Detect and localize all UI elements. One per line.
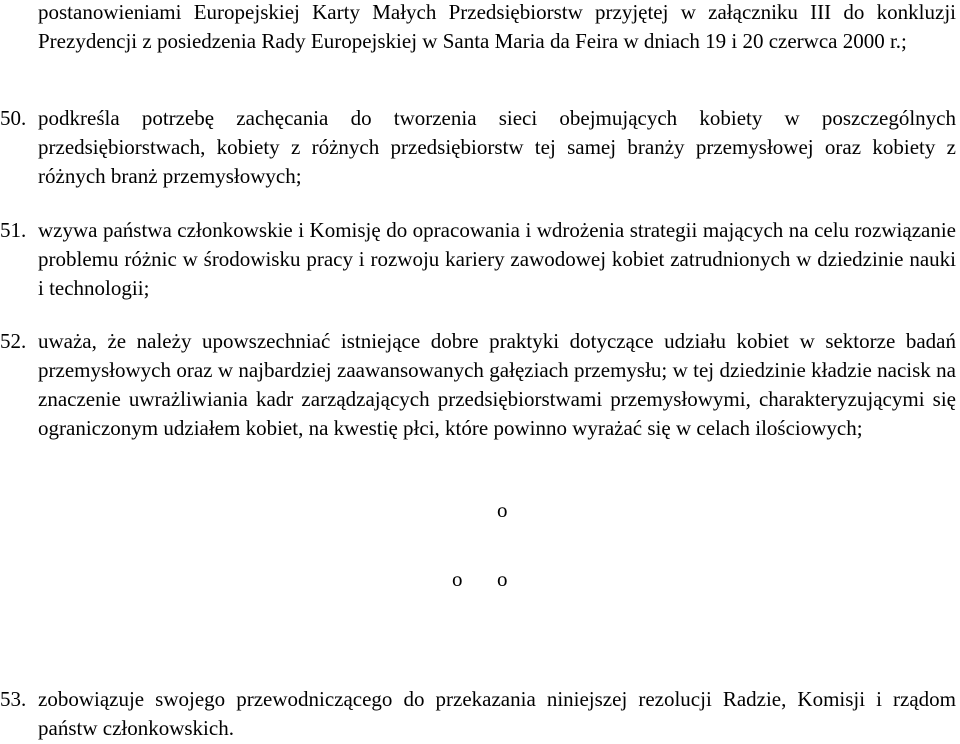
paragraph-text: uważa, że należy upowszechniać istniejące dobre praktyki dotyczące udziału kobiet w sektorze badań przemysłowych oraz w najbardziej zaawansowanych gałęziach przemysłu; w tej dziedzinie kładzie nacisk na znaczenie uwrażliwiania kadr zarządzających przedsiębiorstwami przemysłowymi, charakteryzującymi się ograniczonym udziałem kobiet, na kwestię płci, które powinno wyrażać się w celach ilościowych; bbox=[38, 329, 956, 440]
paragraph-number: 50. bbox=[0, 106, 27, 130]
paragraph-number: 53. bbox=[0, 687, 27, 711]
paragraph-53 bbox=[0, 685, 956, 743]
paragraph-number: 51. bbox=[0, 218, 27, 242]
paragraph-51 bbox=[0, 216, 956, 303]
paragraph-text: zobowiązuje swojego przewodniczącego do przekazania niniejszej rezolucji Radzie, Komisji i rządom państw członkowskich. bbox=[38, 687, 956, 740]
paragraph-52 bbox=[0, 327, 956, 443]
separator-mark-bottom-left: o bbox=[452, 567, 463, 591]
continuation-text: postanowieniami Europejskiej Karty Małych Przedsiębiorstw przyjętej w załączniku III do konkluzji Prezydencji z posiedzenia Rady Europejskiej w Santa Maria da Feira w dniach 19 i 20 czerwca 2000 r.; bbox=[38, 0, 956, 53]
paragraph-number: 52. bbox=[0, 329, 27, 353]
separator-mark-bottom-right: o bbox=[497, 567, 508, 591]
paragraph-text: wzywa państwa członkowskie i Komisję do opracowania i wdrożenia strategii mających na celu rozwiązanie problemu różnic w środowisku pracy i rozwoju kariery zawodowej kobiet zatrudnionych w dziedzinie nauki i technologii; bbox=[38, 218, 956, 300]
separator-mark-top: o bbox=[497, 498, 508, 522]
paragraph-50 bbox=[0, 104, 956, 191]
paragraph-text: podkreśla potrzebę zachęcania do tworzenia sieci obejmujących kobiety w poszczególnych przedsiębiorstwach, kobiety z różnych przedsiębiorstw tej samej branży przemysłowej oraz kobiety z różnych branż przemysłowych; bbox=[38, 106, 956, 188]
